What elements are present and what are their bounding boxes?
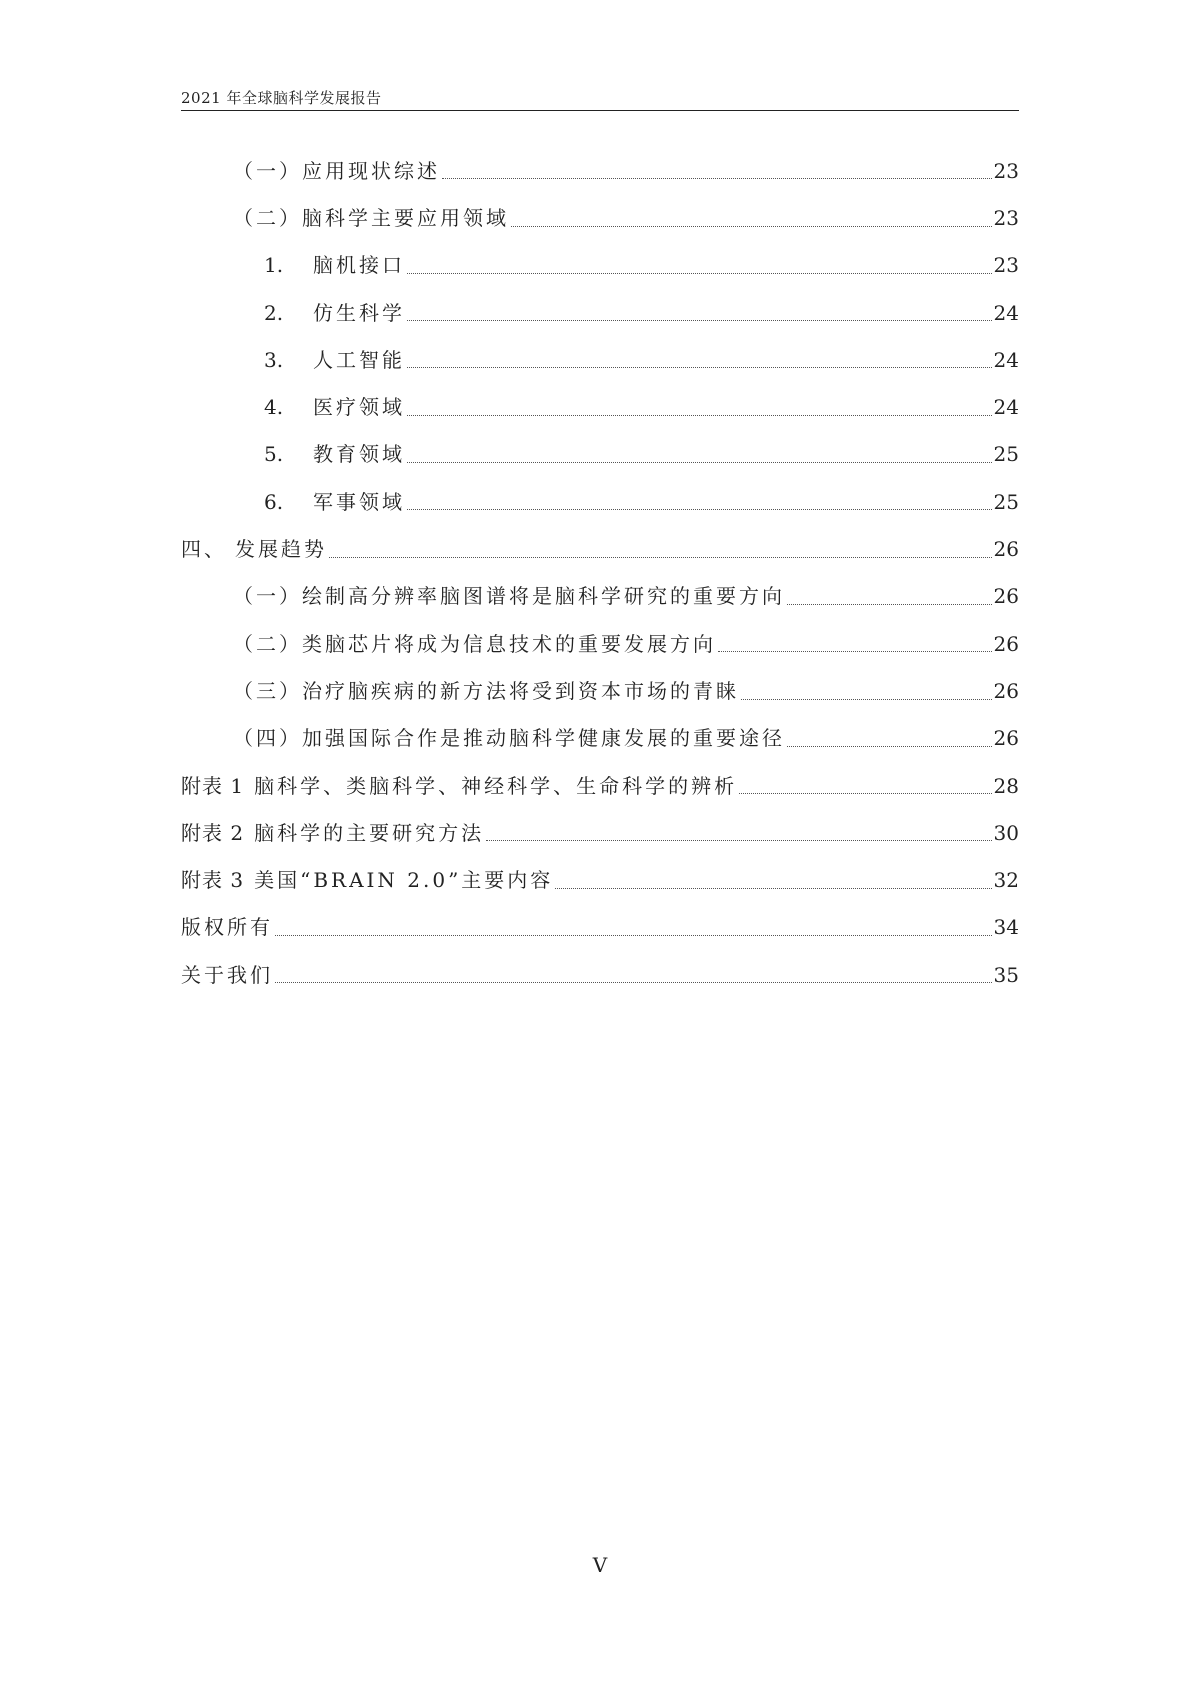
toc-entry[interactable] bbox=[181, 525, 1019, 572]
toc-entry-title: 脑科学、类脑科学、神经科学、生命科学的辨析 bbox=[254, 773, 738, 798]
toc-entry[interactable] bbox=[181, 573, 1019, 620]
dot-leader bbox=[787, 746, 992, 747]
toc-entry-title: 脑科学的主要研究方法 bbox=[254, 820, 485, 845]
dot-leader bbox=[407, 462, 992, 463]
toc-entry-number: （一） bbox=[233, 584, 302, 609]
toc-entry-page: 23 bbox=[993, 158, 1019, 183]
toc-entry-page: 23 bbox=[993, 205, 1019, 230]
toc-entry-number: （二） bbox=[233, 631, 302, 656]
toc-entry-title: 治疗脑疾病的新方法将受到资本市场的青睐 bbox=[302, 678, 739, 703]
toc-entry[interactable] bbox=[181, 951, 1019, 998]
toc-entry-title: 军事领域 bbox=[313, 489, 405, 514]
toc-entry-title: 应用现状综述 bbox=[302, 158, 440, 183]
toc-entry[interactable] bbox=[181, 242, 1019, 289]
toc-entry[interactable] bbox=[181, 762, 1019, 809]
toc-entry-number: 5. bbox=[264, 442, 284, 467]
toc-entry-number: 2. bbox=[264, 300, 284, 325]
toc-entry-page: 26 bbox=[993, 584, 1019, 609]
toc-entry-page: 26 bbox=[993, 631, 1019, 656]
dot-leader bbox=[718, 651, 992, 652]
toc-entry[interactable] bbox=[181, 478, 1019, 525]
toc-entry-page: 28 bbox=[993, 773, 1019, 798]
toc-entry-page: 35 bbox=[993, 962, 1019, 987]
toc-entry-number: （二） bbox=[233, 205, 302, 230]
dot-leader bbox=[739, 793, 991, 794]
toc-entry-title: 类脑芯片将成为信息技术的重要发展方向 bbox=[302, 631, 716, 656]
table-of-contents bbox=[181, 147, 1019, 998]
toc-entry[interactable] bbox=[181, 620, 1019, 667]
toc-entry-page: 32 bbox=[993, 868, 1019, 893]
toc-entry-page: 26 bbox=[993, 726, 1019, 751]
toc-entry[interactable] bbox=[181, 904, 1019, 951]
toc-entry-title: 仿生科学 bbox=[313, 300, 405, 325]
dot-leader bbox=[787, 604, 992, 605]
dot-leader bbox=[407, 320, 992, 321]
toc-entry-title: 医疗领域 bbox=[313, 395, 405, 420]
toc-entry-page: 25 bbox=[993, 442, 1019, 467]
toc-entry-page: 24 bbox=[993, 300, 1019, 325]
toc-entry-number: （四） bbox=[233, 726, 302, 751]
toc-entry[interactable] bbox=[181, 715, 1019, 762]
toc-entry[interactable] bbox=[181, 856, 1019, 903]
toc-entry-title: 人工智能 bbox=[313, 347, 405, 372]
toc-entry-page: 23 bbox=[993, 253, 1019, 278]
toc-entry-page: 24 bbox=[993, 395, 1019, 420]
toc-entry[interactable] bbox=[181, 809, 1019, 856]
dot-leader bbox=[486, 840, 991, 841]
dot-leader bbox=[329, 557, 992, 558]
toc-entry-title: 版权所有 bbox=[181, 915, 273, 940]
page-number: V bbox=[592, 1553, 608, 1577]
toc-entry-page: 26 bbox=[993, 537, 1019, 562]
toc-entry-page: 30 bbox=[993, 820, 1019, 845]
toc-entry-number: 四、 bbox=[181, 537, 227, 562]
dot-leader bbox=[511, 226, 992, 227]
toc-entry[interactable] bbox=[181, 147, 1019, 194]
dot-leader bbox=[275, 935, 992, 936]
toc-entry-title: 教育领域 bbox=[313, 442, 405, 467]
toc-entry[interactable] bbox=[181, 336, 1019, 383]
dot-leader bbox=[442, 178, 992, 179]
toc-entry-title: 脑科学主要应用领域 bbox=[302, 205, 509, 230]
toc-entry-number: 3. bbox=[264, 347, 284, 372]
toc-entry-title: 美国“BRAIN 2.0”主要内容 bbox=[254, 868, 554, 893]
toc-entry-title: 发展趋势 bbox=[235, 537, 327, 562]
toc-entry[interactable] bbox=[181, 289, 1019, 336]
dot-leader bbox=[407, 367, 992, 368]
toc-entry-number: 4. bbox=[264, 395, 284, 420]
toc-entry-title: 绘制高分辨率脑图谱将是脑科学研究的重要方向 bbox=[302, 584, 785, 609]
dot-leader bbox=[555, 888, 991, 889]
toc-entry[interactable] bbox=[181, 431, 1019, 478]
toc-entry-title: 脑机接口 bbox=[313, 253, 405, 278]
toc-entry-page: 25 bbox=[993, 489, 1019, 514]
dot-leader bbox=[407, 273, 992, 274]
dot-leader bbox=[741, 699, 992, 700]
toc-entry[interactable] bbox=[181, 667, 1019, 714]
toc-entry-number: 附表 3 bbox=[181, 868, 245, 893]
toc-entry-number: 附表 2 bbox=[181, 820, 245, 845]
toc-entry-page: 34 bbox=[993, 915, 1019, 940]
toc-entry-number: 附表 1 bbox=[181, 773, 245, 798]
toc-entry-number: （三） bbox=[233, 678, 302, 703]
toc-entry[interactable] bbox=[181, 383, 1019, 430]
toc-entry-page: 26 bbox=[993, 678, 1019, 703]
dot-leader bbox=[407, 415, 992, 416]
toc-entry-number: （一） bbox=[233, 158, 302, 183]
page-header bbox=[181, 84, 1019, 111]
toc-entry-number: 1. bbox=[264, 253, 284, 278]
dot-leader bbox=[275, 982, 992, 983]
toc-entry[interactable] bbox=[181, 194, 1019, 241]
report-title: 2021 年全球脑科学发展报告 bbox=[181, 89, 382, 107]
toc-entry-title: 加强国际合作是推动脑科学健康发展的重要途径 bbox=[302, 726, 785, 751]
toc-entry-title: 关于我们 bbox=[181, 962, 273, 987]
toc-entry-number: 6. bbox=[264, 489, 284, 514]
toc-entry-page: 24 bbox=[993, 347, 1019, 372]
dot-leader bbox=[407, 509, 992, 510]
